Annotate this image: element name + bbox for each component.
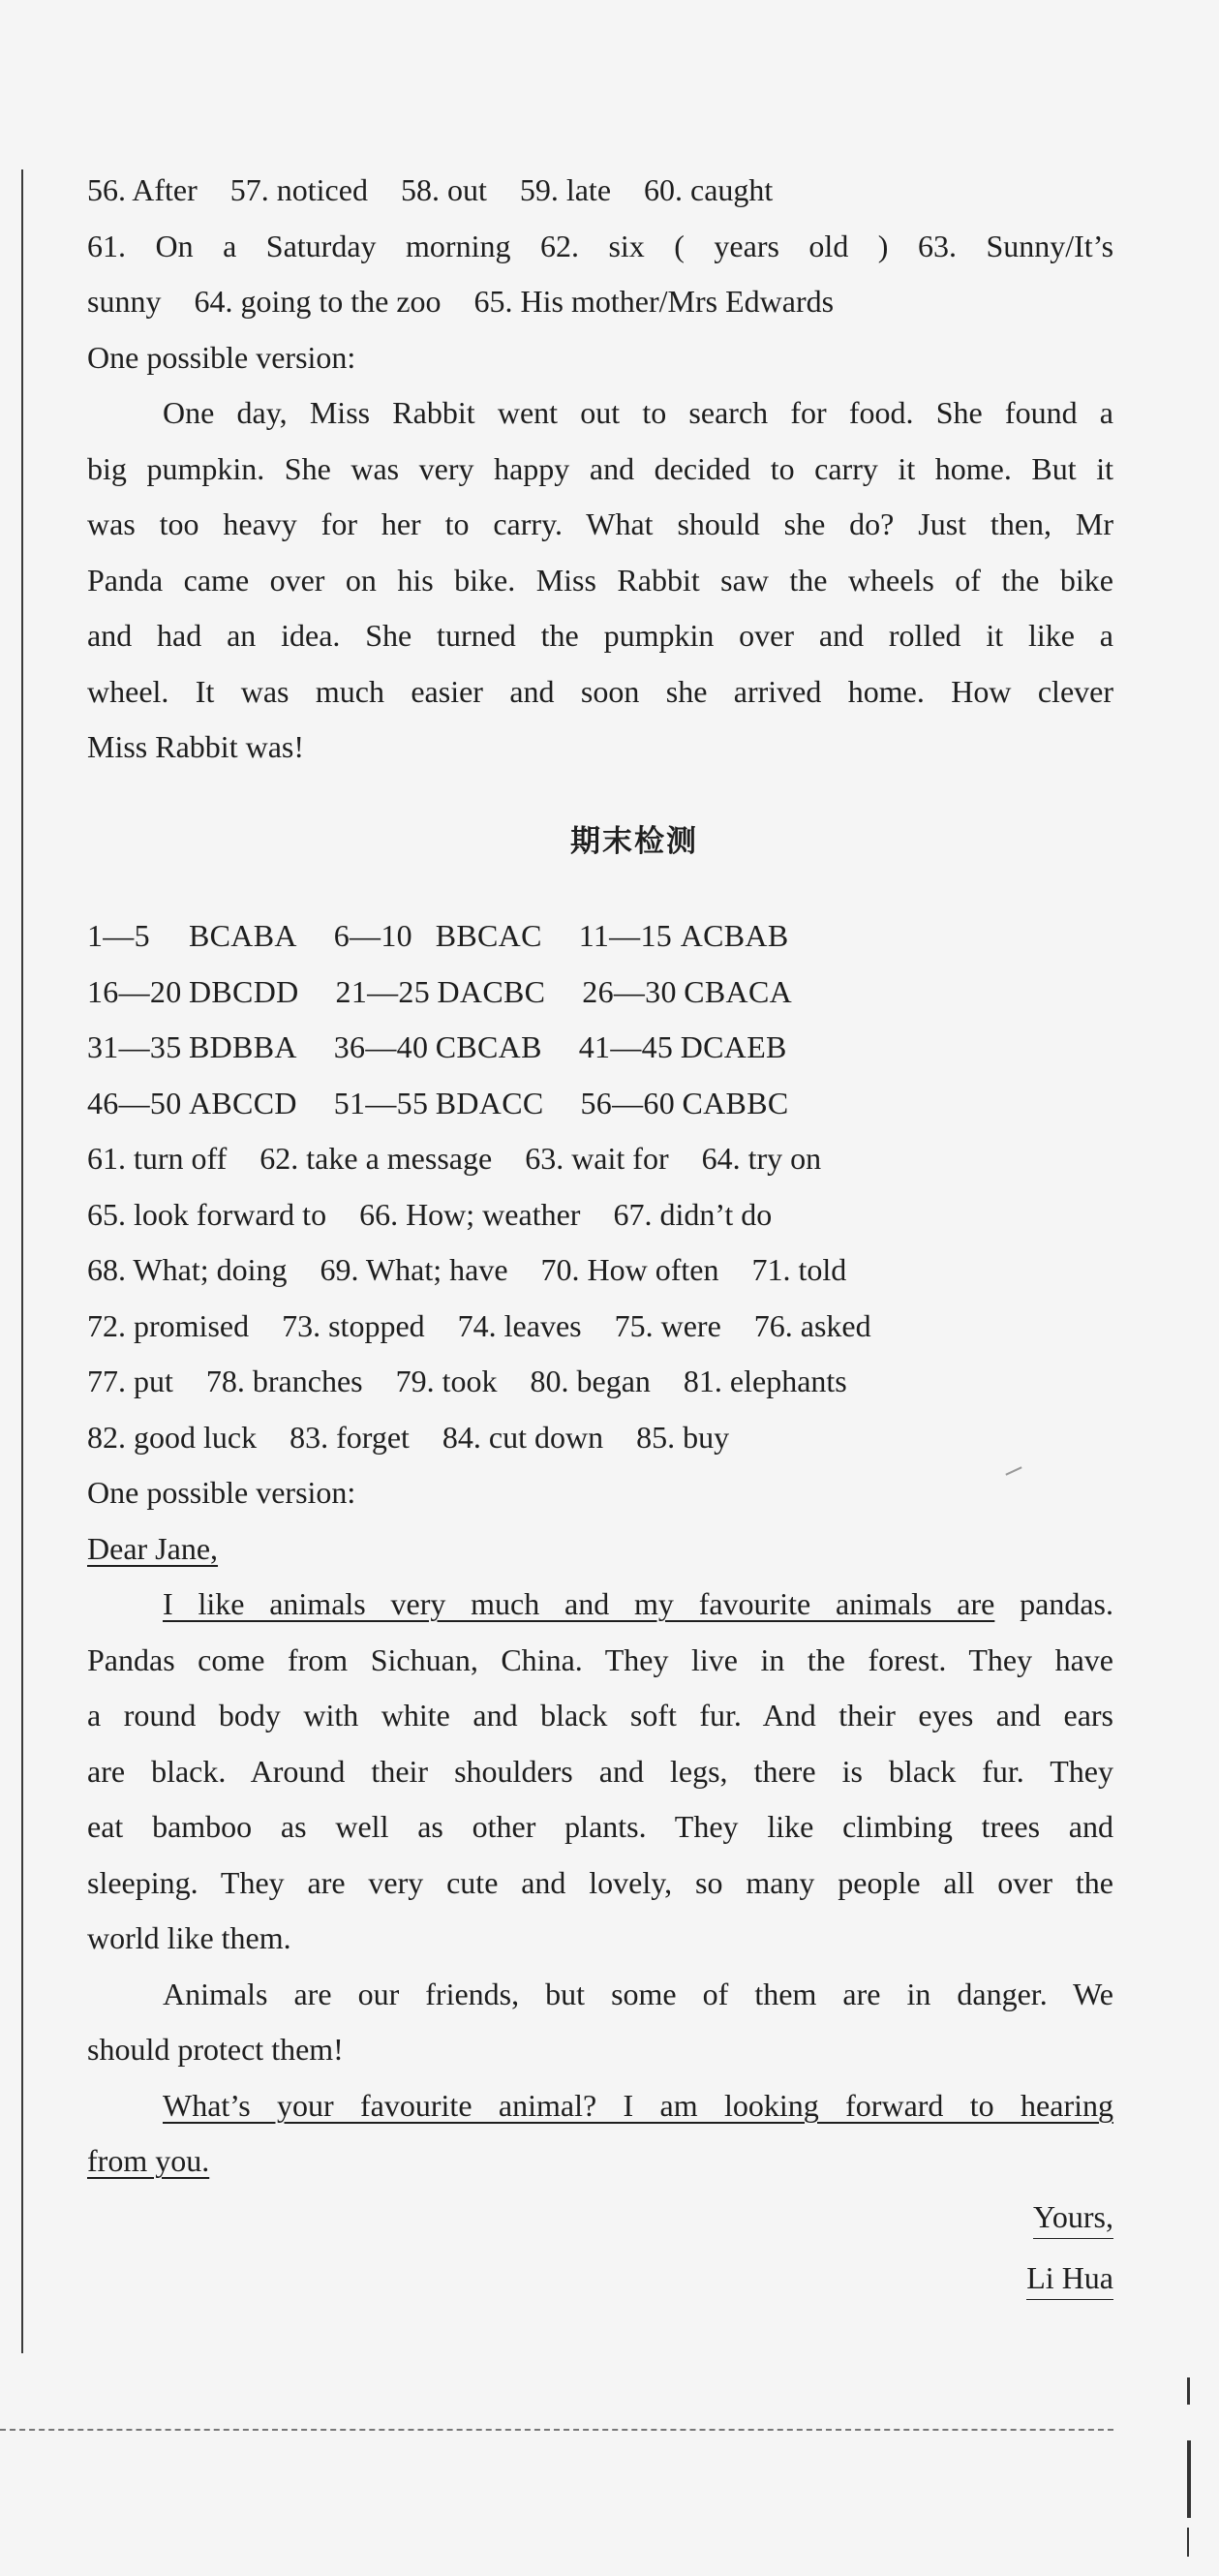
answer-61: 61. On a Saturday morning xyxy=(87,228,511,263)
fill-row xyxy=(87,1242,1113,1299)
mc-row xyxy=(87,1076,1113,1132)
fill-answer: 64. try on xyxy=(701,1141,822,1176)
letter-closing-underlined: from you. xyxy=(87,2143,210,2178)
letter-line: sleeping. They are very cute and lovely, so many people all over the xyxy=(87,1864,1113,1900)
mc-value: CABBC xyxy=(682,1085,789,1120)
letter-opening-underlined: I like animals very much and my favourite animals are xyxy=(163,1586,995,1621)
version-label: One possible version: xyxy=(87,339,356,375)
salutation xyxy=(87,1521,1113,1578)
mc-range: 16—20 xyxy=(87,973,182,1009)
fill-row xyxy=(87,1410,1113,1466)
fill-answer: 65. look forward to xyxy=(87,1196,327,1232)
fill-answer: 67. didn’t do xyxy=(613,1196,773,1232)
fill-answer: 78. branches xyxy=(205,1364,363,1398)
fill-row xyxy=(87,1187,1113,1243)
mc-value: CBACA xyxy=(684,973,793,1009)
fill-answer: 71. told xyxy=(751,1252,847,1287)
essay-line: and had an idea. She turned the pumpkin over and rolled it like a xyxy=(87,618,1113,653)
essay-line: Panda came over on his bike. Miss Rabbit saw the wheels of the bike xyxy=(87,562,1113,598)
fill-answer: 63. wait for xyxy=(525,1141,669,1176)
edge-mark xyxy=(1187,2528,1189,2557)
mc-value: ABCCD xyxy=(189,1085,297,1120)
mc-range: 36—40 xyxy=(333,1029,429,1064)
answer-58: 58. out xyxy=(400,172,487,207)
fill-answer: 62. take a message xyxy=(259,1141,493,1176)
fill-answer: 85. buy xyxy=(636,1419,730,1455)
mc-row xyxy=(87,965,1113,1021)
essay-line: Miss Rabbit was! xyxy=(87,729,304,764)
letter-line: are black. Around their shoulders and legs, there is black fur. They xyxy=(87,1753,1113,1789)
letter-line: should protect them! xyxy=(87,2032,344,2067)
fill-answer: 73. stopped xyxy=(282,1307,425,1343)
salutation-text: Dear Jane, xyxy=(87,1530,219,1566)
answer-57: 57. noticed xyxy=(229,172,368,207)
letter-line: eat bamboo as well as other plants. They like climbing trees and xyxy=(87,1809,1113,1844)
letter-line: Animals are our friends, but some of them are in danger. We xyxy=(163,1976,1113,2011)
answers-line-61-63 xyxy=(87,219,1113,275)
fill-answer: 70. How often xyxy=(540,1252,719,1287)
letter-opening-tail: pandas. xyxy=(994,1586,1114,1621)
fill-answer: 84. cut down xyxy=(442,1419,604,1455)
answer-63: 63. Sunny/It’s xyxy=(917,228,1114,263)
left-margin-rule xyxy=(21,169,23,2353)
fill-answer: 66. How; weather xyxy=(359,1196,581,1232)
answer-62: 62. six ( years old ) xyxy=(539,228,889,263)
mc-range: 26—30 xyxy=(582,973,677,1009)
mc-value: DACBC xyxy=(437,973,546,1009)
answer-63-cont: sunny xyxy=(87,284,162,319)
mc-value: DBCDD xyxy=(189,973,299,1009)
mc-range: 6—10 xyxy=(333,918,412,953)
answers-line-63-65 xyxy=(87,274,1113,330)
fill-in-answers xyxy=(87,1131,1113,1465)
mc-value: BDACC xyxy=(435,1085,544,1120)
answers-line-56-60 xyxy=(87,163,1113,219)
signature xyxy=(87,2251,1113,2312)
letter-closing-underlined: What’s your favourite animal? I am looking forward to hearing xyxy=(163,2087,1113,2123)
mc-range: 11—15 xyxy=(578,918,673,953)
multiple-choice-answers xyxy=(87,908,1113,1131)
mc-value: DCAEB xyxy=(680,1029,787,1064)
mc-value: BCABA xyxy=(189,918,297,953)
version-label: One possible version: xyxy=(87,1475,356,1510)
fill-answer: 82. good luck xyxy=(87,1419,258,1455)
fill-answer: 79. took xyxy=(395,1364,498,1398)
edge-mark xyxy=(1187,2440,1191,2518)
fill-answer: 72. promised xyxy=(87,1307,250,1343)
answer-59: 59. late xyxy=(519,172,612,207)
mc-range: 1—5 xyxy=(87,918,150,953)
fill-answer: 68. What; doing xyxy=(87,1252,288,1287)
mc-row xyxy=(87,1020,1113,1076)
letter-line xyxy=(87,1577,1113,1633)
sample-letter xyxy=(87,1577,1113,2312)
mc-range: 56—60 xyxy=(580,1085,675,1120)
fill-answer: 81. elephants xyxy=(683,1364,847,1398)
signature-text: Li Hua xyxy=(1026,2256,1113,2300)
letter-line xyxy=(87,2133,1113,2190)
answer-56: 56. After xyxy=(87,172,198,207)
fill-answer: 80. began xyxy=(530,1364,651,1398)
mc-row xyxy=(87,908,1113,965)
essay-line: big pumpkin. She was very happy and decided to carry it home. But it xyxy=(87,450,1113,486)
answer-64: 64. going to the zoo xyxy=(194,284,442,319)
essay-line: One day, Miss Rabbit went out to search for food. She found a xyxy=(163,395,1113,430)
letter-line: a round body with white and black soft fur. And their eyes and ears xyxy=(87,1698,1113,1733)
answer-65: 65. His mother/Mrs Edwards xyxy=(473,284,835,319)
mc-range: 46—50 xyxy=(87,1085,182,1120)
fill-answer: 61. turn off xyxy=(87,1141,228,1176)
fill-row xyxy=(87,1299,1113,1355)
closing xyxy=(87,2190,1113,2251)
fill-answer: 76. asked xyxy=(753,1307,871,1343)
mc-range: 41—45 xyxy=(578,1029,674,1064)
letter-line: Pandas come from Sichuan, China. They live in the forest. They have xyxy=(87,1641,1113,1677)
closing-text: Yours, xyxy=(1033,2195,1113,2239)
sample-essay xyxy=(87,385,1113,776)
mc-range: 31—35 xyxy=(87,1029,182,1064)
mc-value: CBCAB xyxy=(435,1029,542,1064)
fill-answer: 69. What; have xyxy=(320,1252,508,1287)
mc-range: 51—55 xyxy=(333,1085,429,1120)
essay-line: wheel. It was much easier and soon she arrived home. How clever xyxy=(87,673,1113,709)
fill-row xyxy=(87,1131,1113,1187)
letter-line: world like them. xyxy=(87,1920,291,1955)
fill-answer: 75. were xyxy=(614,1307,721,1343)
answer-60: 60. caught xyxy=(644,172,774,207)
edge-mark xyxy=(1187,2377,1190,2405)
letter-line xyxy=(87,2078,1113,2134)
dotted-cut-line xyxy=(0,2429,1113,2431)
fill-answer: 83. forget xyxy=(290,1419,410,1455)
essay-line: was too heavy for her to carry. What should she do? Just then, Mr xyxy=(87,506,1113,541)
section-heading: 期末检测 xyxy=(570,823,698,859)
mc-value: ACBAB xyxy=(680,918,789,953)
fill-row xyxy=(87,1354,1113,1410)
fill-answer: 77. put xyxy=(87,1364,173,1398)
mc-value: BBCAC xyxy=(435,918,542,953)
mc-value: BDBBA xyxy=(189,1029,297,1064)
fill-answer: 74. leaves xyxy=(457,1307,582,1343)
mc-range: 21—25 xyxy=(335,973,431,1009)
answer-key-content xyxy=(87,163,1113,2312)
